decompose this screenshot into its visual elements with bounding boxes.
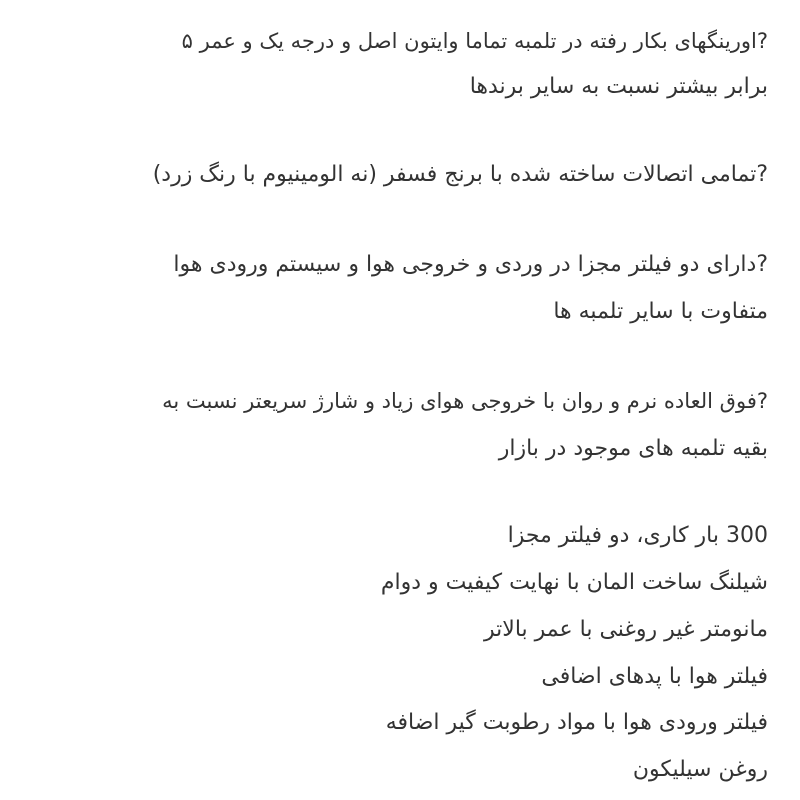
- text-line: مانومتر غیر روغنی با عمر بالاتر: [484, 617, 768, 642]
- text-line: ?تمامی اتصالات ساخته شده با برنج فسفر (نه الومینیوم با رنگ زرد): [152, 162, 768, 187]
- text-line: ?فوق العاده نرم و روان با خروجی هوای زیاد و شارژ سریعتر نسبت به: [162, 389, 768, 413]
- text-line: ?اورینگهای بکار رفته در تلمبه تماما وایتون اصل و درجه یک و عمر ۵: [181, 29, 768, 53]
- text-line: متفاوت با سایر تلمبه ها: [553, 299, 768, 324]
- text-line: شیلنگ ساخت المان با نهایت کیفیت و دوام: [380, 570, 768, 595]
- text-line: بقیه تلمبه های موجود در بازار: [498, 436, 768, 461]
- text-line: 300 بار کاری، دو فیلتر مجزا: [507, 523, 768, 548]
- text-line: فیلتر ورودی هوا با مواد رطوبت گیر اضافه: [385, 710, 768, 735]
- text-line: فیلتر هوا با پدهای اضافی: [541, 664, 768, 689]
- text-line: ?دارای دو فیلتر مجزا در وردی و خروجی هوا و سیستم ورودی هوا: [173, 252, 768, 277]
- text-line: برابر بیشتر نسبت به سایر برندها: [469, 74, 768, 99]
- text-line: روغن سیلیکون: [632, 757, 768, 782]
